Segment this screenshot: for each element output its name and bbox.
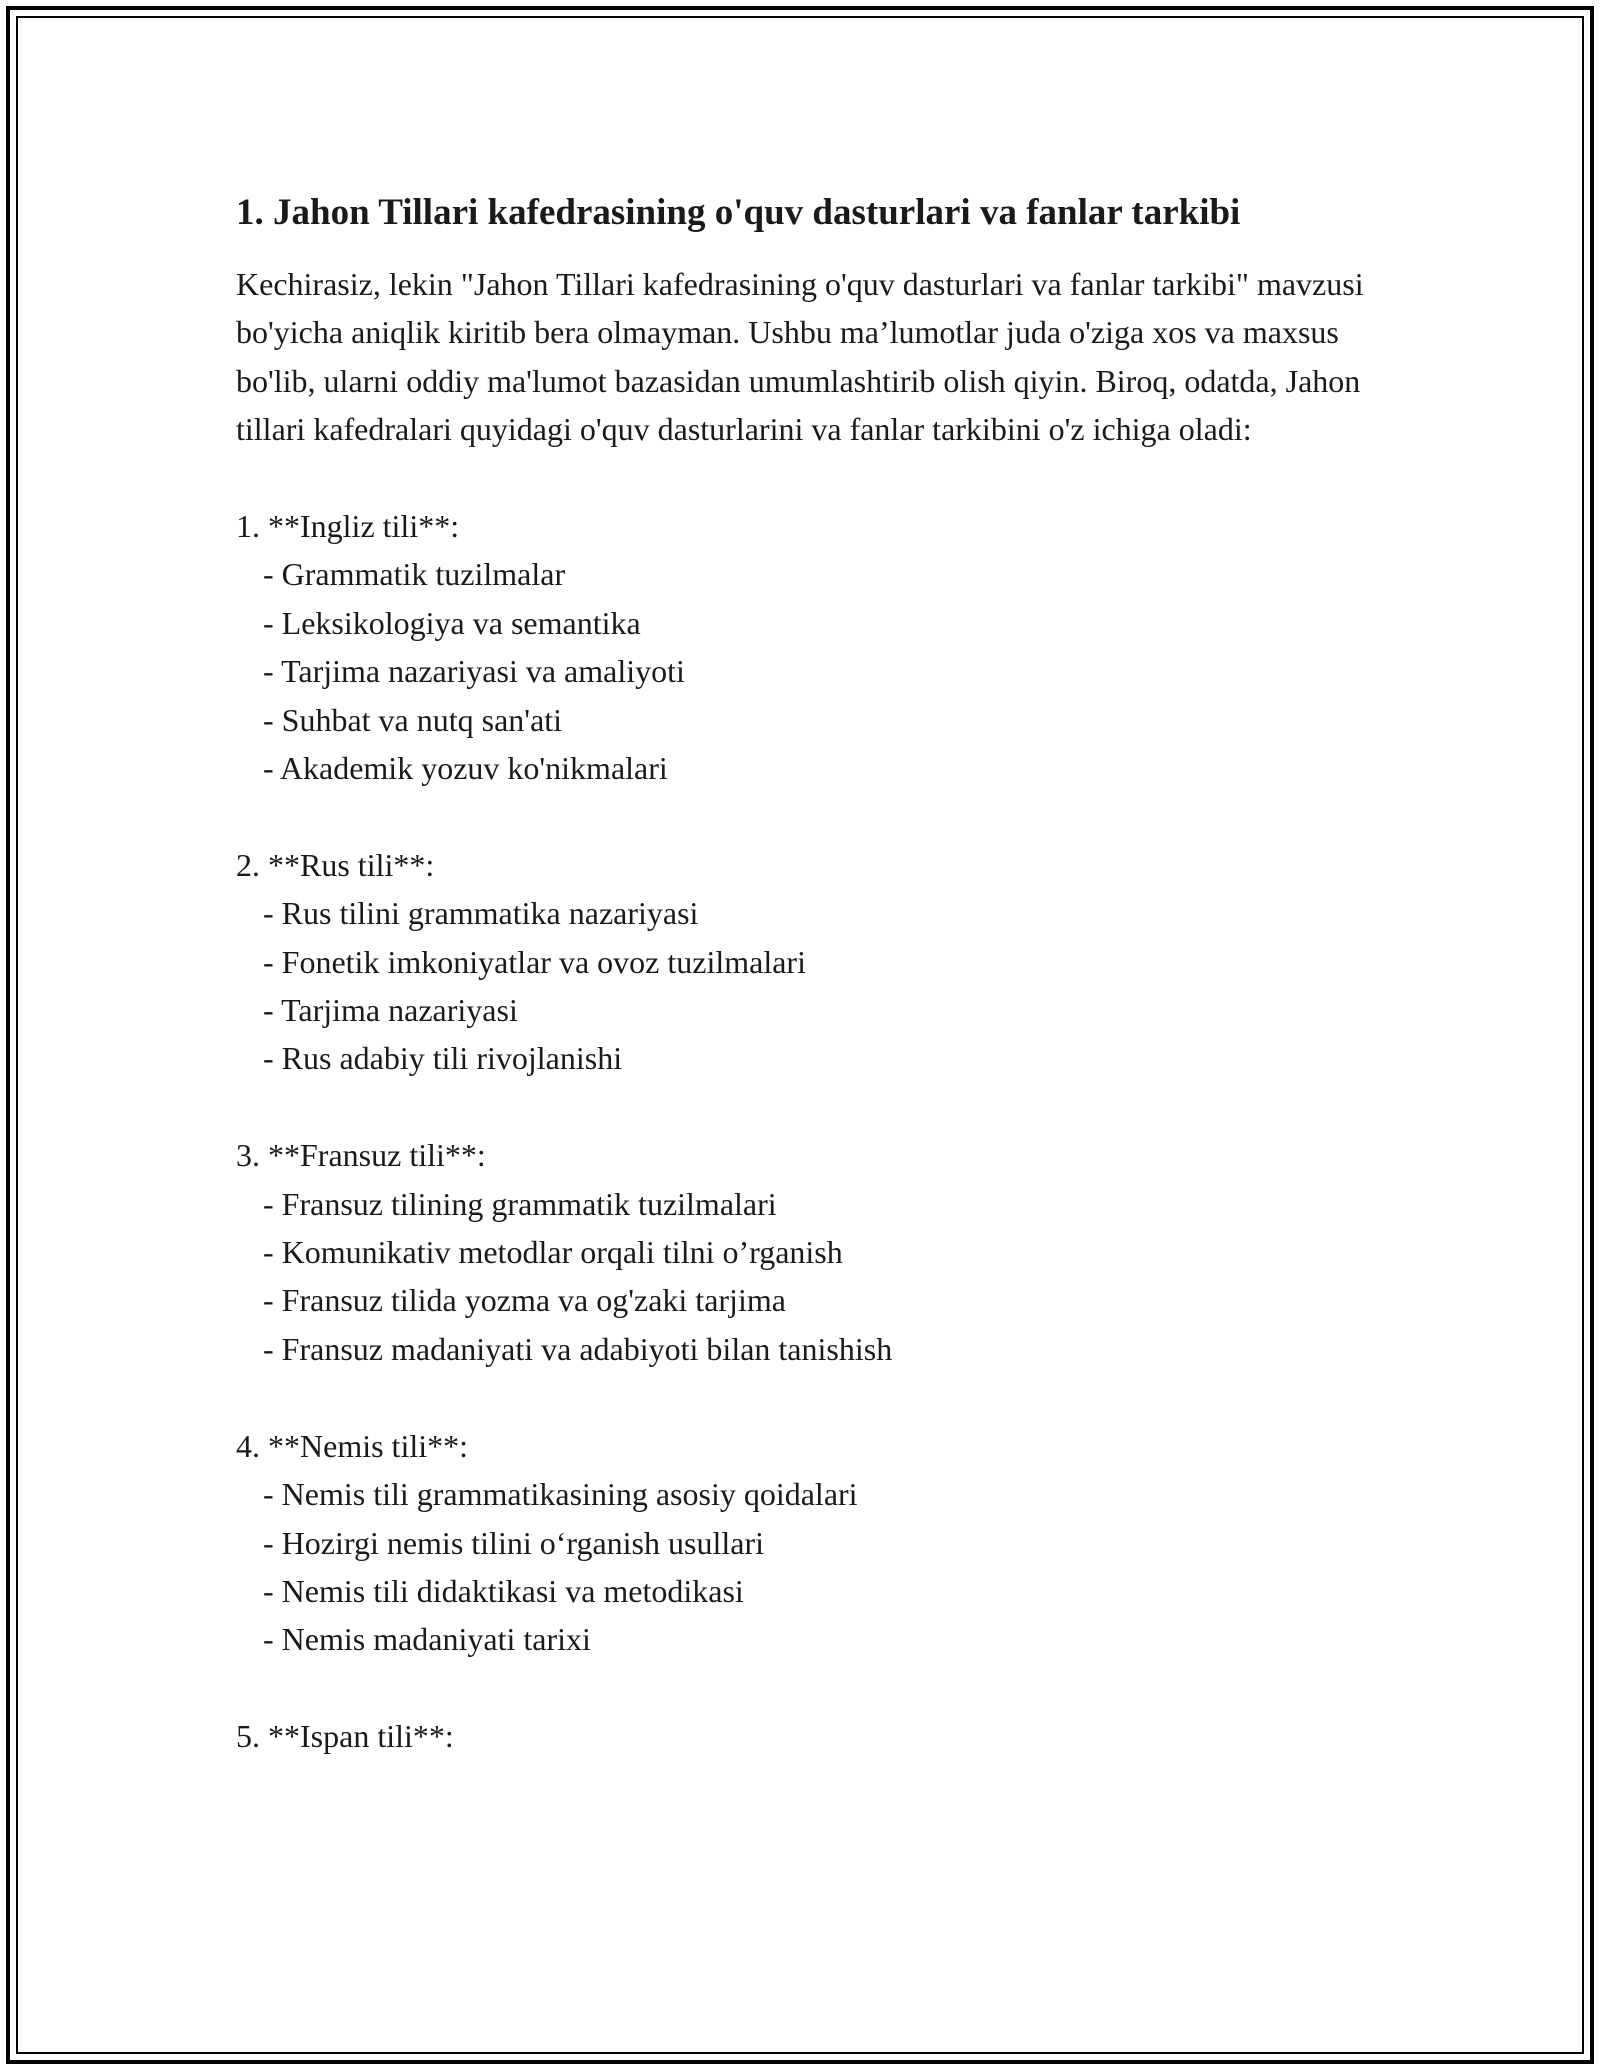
section-german	[236, 1422, 1376, 1664]
list-item: - Komunikativ metodlar orqali tilni o’rganish	[263, 1234, 843, 1271]
section-heading: 5. **Ispan tili**:	[236, 1718, 454, 1755]
section-spanish	[236, 1712, 1376, 1760]
blank-line	[236, 1373, 1376, 1421]
document-title: 1. Jahon Tillari kafedrasining o'quv dasturlari va fanlar tarkibi	[236, 192, 1241, 233]
blank-line	[236, 454, 1376, 502]
section-russian	[236, 841, 1376, 1083]
list-item: - Tarjima nazariyasi va amaliyoti	[263, 653, 685, 690]
list-item: - Suhbat va nutq san'ati	[263, 701, 563, 738]
list-item: - Nemis madaniyati tarixi	[263, 1621, 591, 1658]
list-item: - Fransuz tilining grammatik tuzilmalari	[263, 1185, 777, 1222]
section-heading: 4. **Nemis tili**:	[236, 1427, 468, 1464]
list-item: - Nemis tili didaktikasi va metodikasi	[263, 1572, 744, 1609]
intro-paragraph: Kechirasiz, lekin "Jahon Tillari kafedrasining o'quv dasturlari va fanlar tarkibi" mavzusi bo'yicha aniqlik kiritib bera olmayman. Ushbu ma’lumotlar juda o'ziga xos va maxsus bo'lib, ularni oddiy ma'lumot bazasidan umumlashtirib olish qiyin. Biroq, odatda, Jahon tillari kafedralari quyidagi o'quv dasturlarini va fanlar tarkibini o'z ichiga oladi:	[236, 266, 1364, 448]
list-item: - Tarjima nazariyasi	[263, 992, 518, 1029]
section-french	[236, 1131, 1376, 1373]
list-item: - Fransuz tilida yozma va og'zaki tarjima	[263, 1282, 786, 1319]
list-item: - Akademik yozuv ko'nikmalari	[263, 750, 668, 787]
blank-line	[236, 1664, 1376, 1712]
blank-line	[236, 792, 1376, 840]
blank-line	[236, 1083, 1376, 1131]
list-item: - Hozirgi nemis tilini o‘rganish usullari	[263, 1524, 764, 1561]
document-body	[236, 185, 1376, 1761]
list-item: - Rus adabiy tili rivojlanishi	[263, 1040, 623, 1077]
section-english	[236, 502, 1376, 792]
section-heading: 2. **Rus tili**:	[236, 846, 435, 883]
list-item: - Grammatik tuzilmalar	[263, 556, 566, 593]
list-item: - Fransuz madaniyati va adabiyoti bilan tanishish	[263, 1330, 893, 1367]
list-item: - Leksikologiya va semantika	[263, 604, 641, 641]
list-item: - Fonetik imkoniyatlar va ovoz tuzilmalari	[263, 943, 806, 980]
section-heading: 3. **Fransuz tili**:	[236, 1137, 486, 1174]
section-heading: 1. **Ingliz tili**:	[236, 508, 460, 545]
list-item: - Nemis tili grammatikasining asosiy qoidalari	[263, 1476, 858, 1513]
list-item: - Rus tilini grammatika nazariyasi	[263, 895, 699, 932]
